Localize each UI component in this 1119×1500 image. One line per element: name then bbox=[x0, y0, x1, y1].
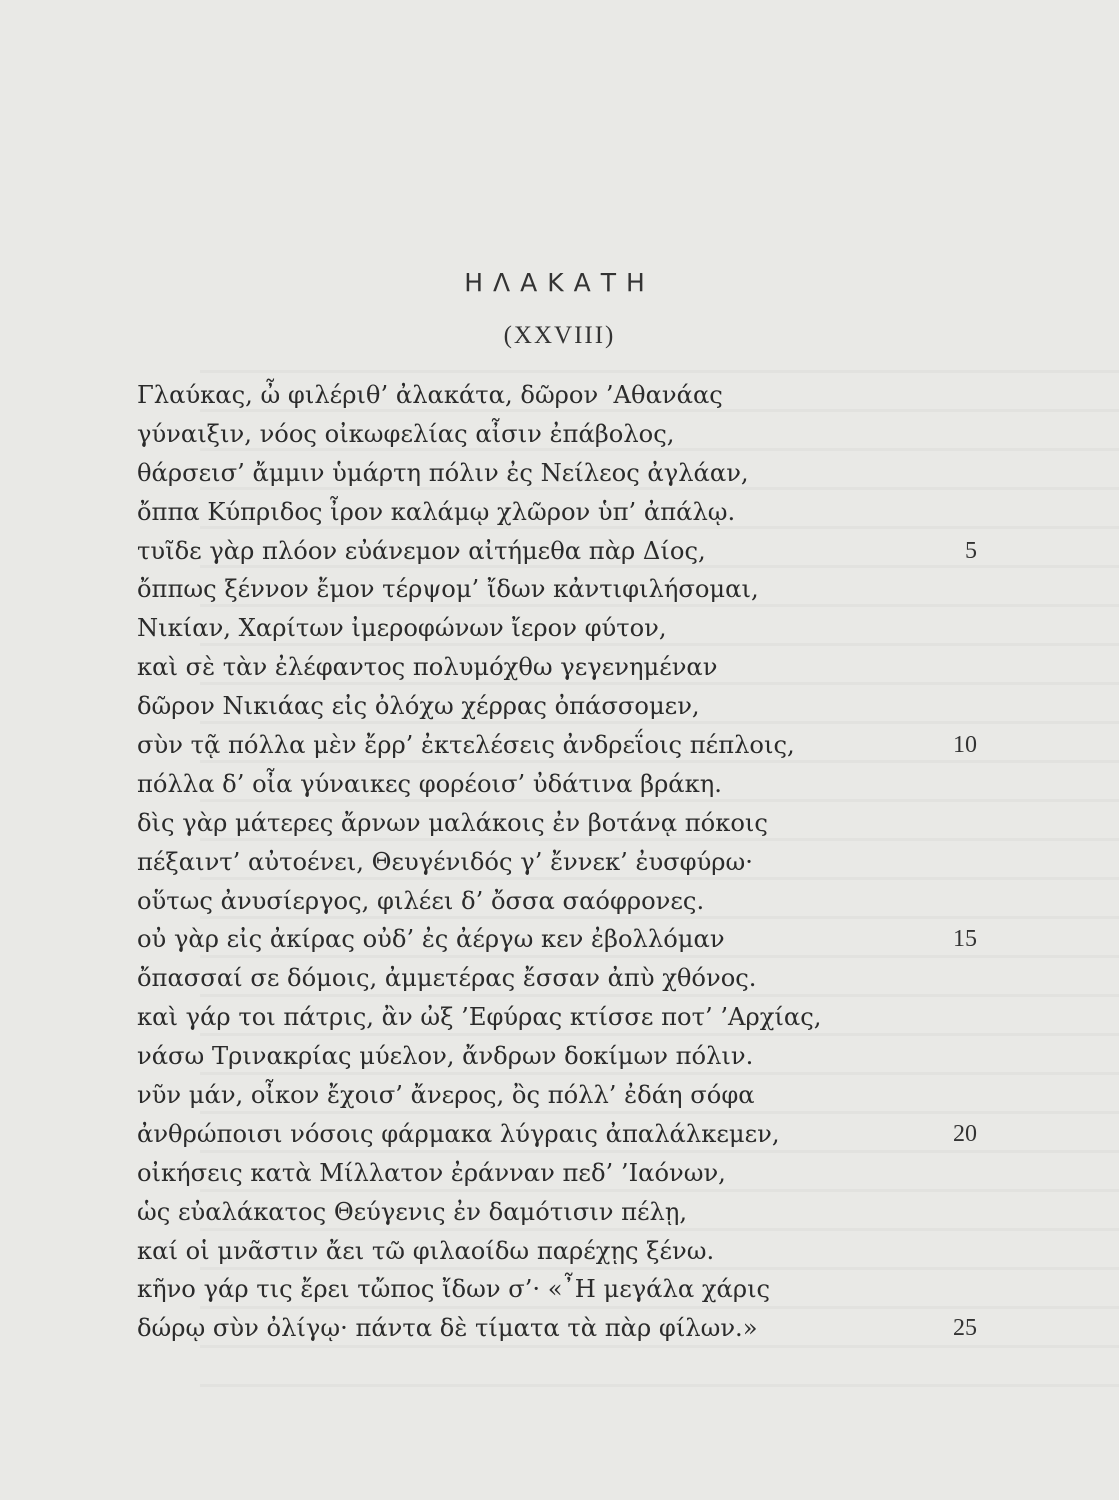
poem-line-text: ὄπασσαί σε δόμοις, ἀμμετέρας ἔσσαν ἀπὺ χθόνος. bbox=[137, 964, 757, 993]
poem-line-text: ὄππα Κύπριδος ἶρον καλάμῳ χλῶρον ὑπ’ ἀπάλῳ. bbox=[137, 497, 736, 526]
poem-line bbox=[137, 1037, 977, 1076]
poem-line-text: πόλλα δ’ οἶα γύναικες φορέοισ’ ὐδάτινα βράκη. bbox=[137, 769, 722, 798]
poem-line-text: γύναιξιν, νόος οἰκωφελίας αἶσιν ἐπάβολος, bbox=[137, 419, 675, 448]
poem-line bbox=[137, 843, 977, 882]
poem-line-text: σὺν τᾷ πόλλα μὲν ἔρρ’ ἐκτελέσεις ἀνδρεΐοις πέπλοις, bbox=[137, 731, 795, 760]
line-number: 15 bbox=[953, 926, 977, 953]
poem-line bbox=[137, 1154, 977, 1193]
poem-line-text: οἰκήσεις κατὰ Μίλλατον ἐράνναν πεδ’ ’Ιαόνων, bbox=[137, 1158, 726, 1187]
poem-line bbox=[137, 1076, 977, 1115]
poem-line bbox=[137, 765, 977, 804]
poem-title: ΗΛΑΚΑΤΗ bbox=[464, 268, 655, 297]
poem-line-text: πέξαιντ’ αὐτοένει, Θευγένιδός γ’ ἔννεκ’ ἐυσφύρω· bbox=[137, 847, 753, 876]
poem-line bbox=[137, 882, 977, 921]
poem-line bbox=[137, 376, 977, 415]
poem-line bbox=[137, 1232, 977, 1271]
poem-line-text: δώρῳ σὺν ὀλίγῳ· πάντα δὲ τίματα τὰ πὰρ φίλων.» bbox=[137, 1314, 758, 1343]
poem-line-text: οὕτως ἀνυσίεργος, φιλέει δ’ ὄσσα σαόφρονες. bbox=[137, 886, 705, 915]
line-number: 10 bbox=[953, 732, 977, 759]
poem-line-text: καί οἱ μνᾶστιν ἄει τῶ φιλαοίδω παρέχῃς ξένω. bbox=[137, 1236, 715, 1265]
poem-line-text: Γλαύκας, ὦ φιλέριθ’ ἀλακάτα, δῶρον ’Αθανάας bbox=[137, 381, 723, 409]
poem-line bbox=[137, 415, 977, 454]
poem-line-text: κῆνο γάρ τις ἔρει τὤπος ἴδων σ’· «῏Η μεγάλα χάρις bbox=[137, 1275, 771, 1304]
poem-line bbox=[137, 454, 977, 493]
poem-line-text: νῦν μάν, οἶκον ἔχοισ’ ἄνερος, ὂς πόλλ’ ἐδάη σόφα bbox=[137, 1081, 755, 1110]
poem-line-text: ὡς εὐαλάκατος Θεύγενις ἐν δαμότισιν πέλῃ, bbox=[137, 1197, 688, 1226]
poem-line-text: καὶ σὲ τὰν ἐλέφαντος πολυμόχθω γεγενημέναν bbox=[137, 653, 718, 682]
line-number: 25 bbox=[953, 1315, 977, 1342]
poem-line-text: θάρσεισ’ ἄμμιν ὑμάρτη πόλιν ἐς Νείλεος ἀγλάαν, bbox=[137, 458, 749, 487]
poem-line-text: ὄππως ξέννον ἔμον τέρψομ’ ἴδων κἀντιφιλήσομαι, bbox=[137, 575, 759, 604]
poem-line bbox=[137, 1270, 977, 1309]
poem-line-text: νάσω Τρινακρίας μύελον, ἄνδρων δοκίμων πόλιν. bbox=[137, 1042, 754, 1071]
line-number: 20 bbox=[953, 1120, 977, 1147]
poem-line-text: τυῖδε γὰρ πλόον εὐάνεμον αἰτήμεθα πὰρ Δίος, bbox=[137, 536, 706, 565]
line-number: 5 bbox=[965, 537, 977, 564]
poem-line bbox=[137, 1309, 977, 1348]
poem-line bbox=[137, 1193, 977, 1232]
poem-line bbox=[137, 493, 977, 532]
poem-line-text: δὶς γὰρ μάτερες ἄρνων μαλάκοις ἐν βοτάνᾳ πόκοις bbox=[137, 808, 768, 837]
poem-line bbox=[137, 648, 977, 687]
poem-line bbox=[137, 609, 977, 648]
poem-line-text: οὐ γὰρ εἰς ἀκίρας οὐδ’ ἐς ἀέργω κεν ἐβολλόμαν bbox=[137, 925, 725, 954]
poem-line-text: ἀνθρώποισι νόσοις φάρμακα λύγραις ἀπαλάλκεμεν, bbox=[137, 1119, 780, 1148]
poem-line bbox=[137, 532, 977, 571]
poem-line bbox=[137, 998, 977, 1037]
poem-number: (XXVIII) bbox=[503, 322, 616, 349]
poem-line-text: δῶρον Νικιάας εἰς ὀλόχω χέρρας ὀπάσσομεν, bbox=[137, 692, 700, 721]
poem-line bbox=[137, 570, 977, 609]
poem-line-text: καὶ γάρ τοι πάτρις, ἂν ὠξ ’Εφύρας κτίσσε ποτ’ ’Αρχίας, bbox=[137, 1003, 822, 1032]
poem-body bbox=[137, 376, 977, 1348]
poem-line bbox=[137, 920, 977, 959]
poem-line bbox=[137, 687, 977, 726]
poem-line bbox=[137, 959, 977, 998]
poem-line-text: Νικίαν, Χαρίτων ἰμεροφώνων ἴερον φύτον, bbox=[137, 614, 667, 643]
poem-line bbox=[137, 1115, 977, 1154]
poem-line bbox=[137, 804, 977, 843]
poem-line bbox=[137, 726, 977, 765]
